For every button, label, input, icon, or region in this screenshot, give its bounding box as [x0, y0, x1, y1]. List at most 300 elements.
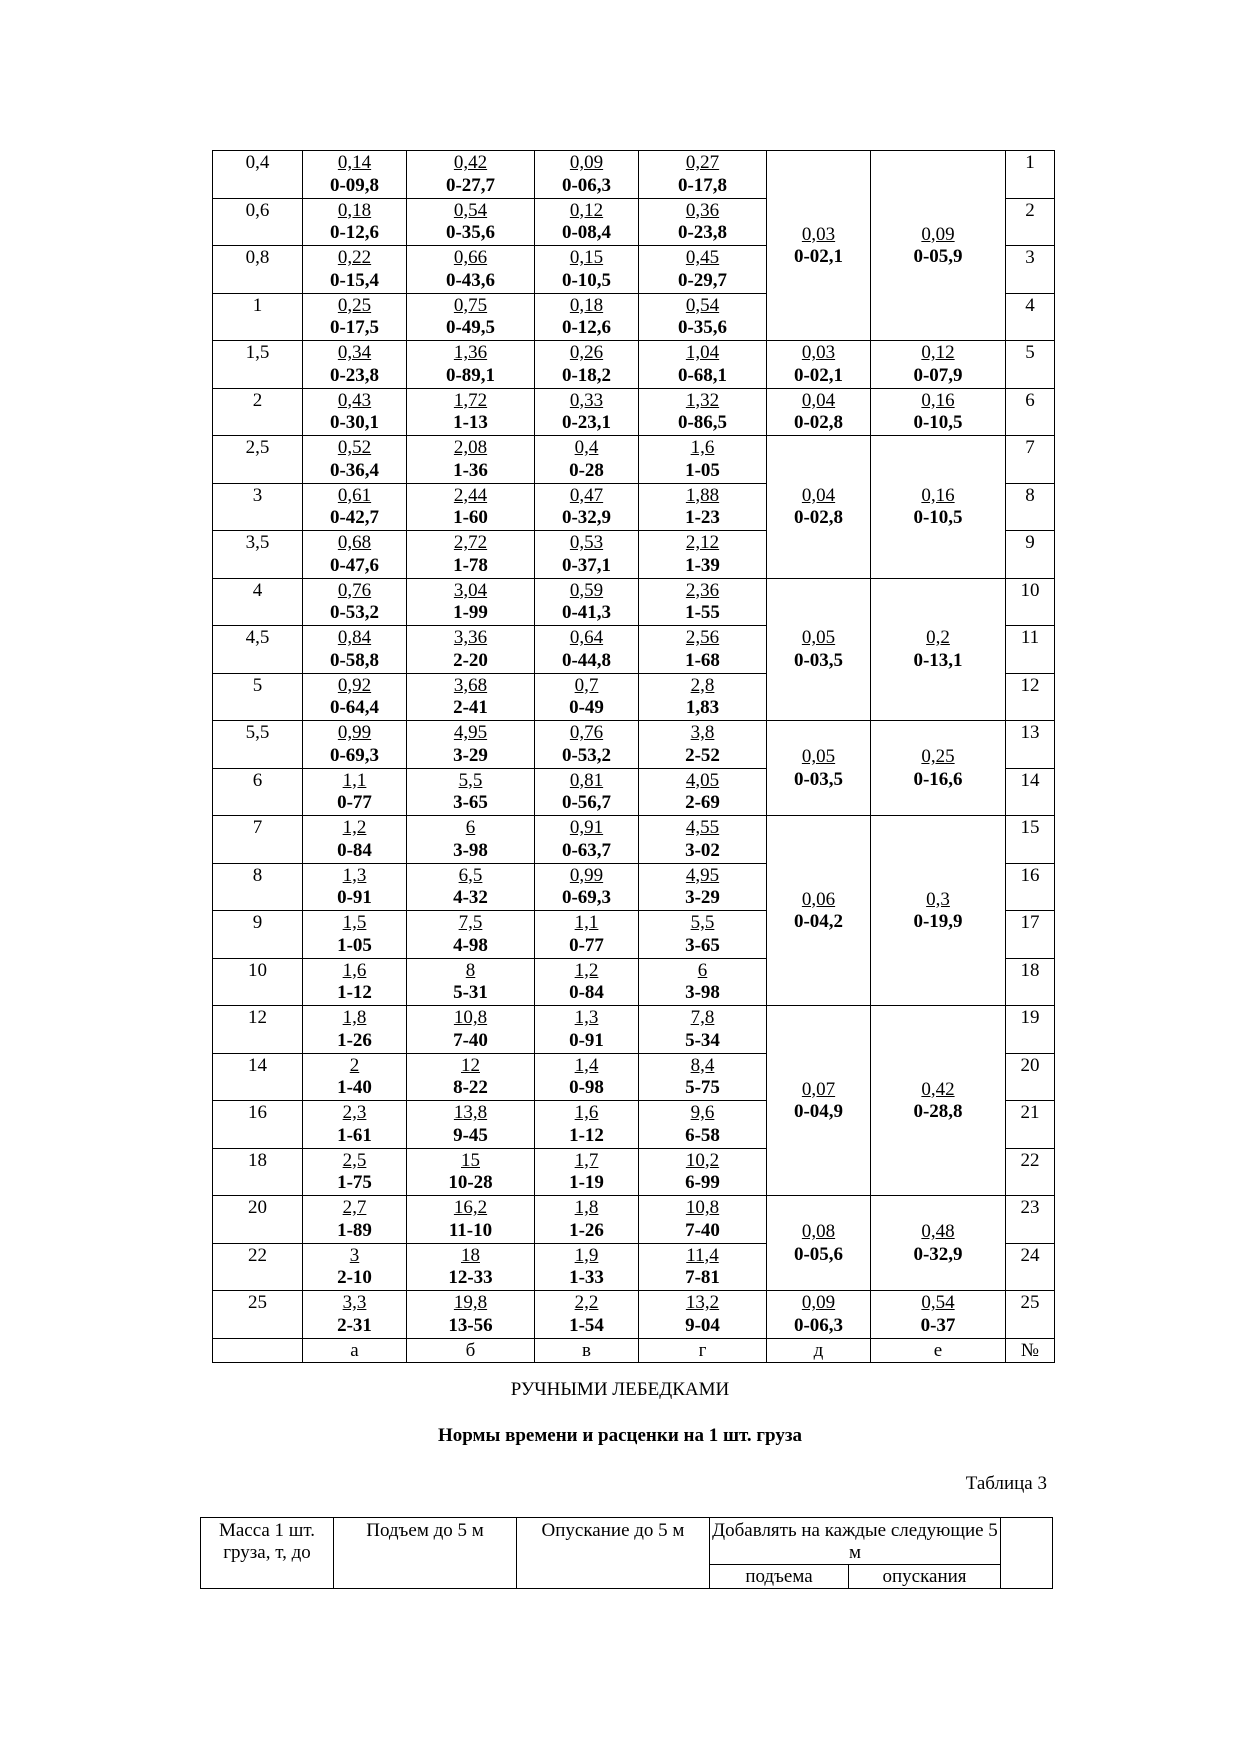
norm-time-value: 1,04	[685, 342, 720, 363]
rate-value: 2-41	[453, 697, 488, 718]
rate-value: 1-13	[453, 412, 488, 433]
norm-time-value: 0,09	[801, 1292, 836, 1314]
rate-value: 0-19,9	[913, 911, 963, 932]
cell-v	[535, 531, 639, 579]
mass-cell: 0,8	[213, 246, 303, 294]
rate-value: 0-77	[569, 934, 604, 956]
rate-value: 0-10,5	[913, 507, 963, 529]
col-letter-blank	[213, 1338, 303, 1362]
norm-time-value: 2,72	[453, 532, 488, 553]
norm-time-value: 0,84	[337, 627, 372, 648]
table-row	[213, 341, 1055, 389]
cell-e-group	[871, 721, 1006, 816]
norm-time-value: 4,55	[685, 817, 720, 838]
norm-time-value: 1,88	[685, 484, 720, 506]
rate-value: 0-16,6	[913, 768, 963, 790]
mass-cell: 6	[213, 768, 303, 816]
rate-value: 0-47,6	[329, 554, 380, 576]
norm-time-value: 0,75	[453, 294, 488, 316]
mass-cell: 22	[213, 1243, 303, 1291]
rate-value: 1-19	[569, 1172, 604, 1193]
norm-time-value: 2,2	[574, 1292, 599, 1313]
rate-value: 3-65	[685, 934, 720, 956]
rate-value: 3-98	[453, 839, 488, 861]
norm-time-value: 0,18	[337, 199, 372, 221]
mass-cell: 1,5	[213, 341, 303, 389]
norm-time-value: 0,2	[926, 627, 950, 649]
rate-value: 0-23,8	[677, 222, 728, 243]
col-letter-d: д	[767, 1338, 871, 1362]
rate-value: 4-32	[453, 887, 488, 908]
row-number-cell: 24	[1006, 1243, 1055, 1291]
norm-time-value: 1,6	[574, 1102, 599, 1123]
col-letter-v: в	[535, 1338, 639, 1362]
cell-a	[303, 721, 407, 769]
col-letter-b: б	[407, 1338, 535, 1362]
row-number-cell: 10	[1006, 578, 1055, 626]
norm-time-value: 0,47	[569, 484, 604, 506]
cell-a	[303, 246, 407, 294]
row-number-cell: 25	[1006, 1291, 1055, 1339]
rate-value: 0-37	[920, 1314, 956, 1336]
cell-v	[535, 673, 639, 721]
norm-time-value: 0,99	[569, 864, 604, 886]
rate-value: 1-60	[453, 507, 488, 528]
col-letter-a: а	[303, 1338, 407, 1362]
norm-time-value: 0,76	[337, 579, 372, 601]
rate-value: 0-06,3	[561, 174, 612, 196]
cell-v	[535, 436, 639, 484]
mass-cell: 18	[213, 1148, 303, 1196]
norm-time-value: 0,91	[569, 817, 604, 838]
norm-time-value: 12	[461, 1054, 480, 1076]
row-number-cell: 20	[1006, 1053, 1055, 1101]
rate-value: 0-02,8	[793, 507, 844, 529]
norm-time-value: 2,56	[685, 627, 720, 648]
mass-cell: 3,5	[213, 531, 303, 579]
rate-value: 0-89,1	[445, 364, 496, 386]
norm-time-value: 11,4	[686, 1244, 719, 1266]
mass-cell: 20	[213, 1196, 303, 1244]
norm-time-value: 3,68	[453, 674, 488, 696]
cell-g	[639, 911, 767, 959]
norm-time-value: 0,05	[801, 627, 836, 649]
mass-cell: 9	[213, 911, 303, 959]
rate-value: 0-35,6	[445, 222, 496, 243]
norm-time-value: 0,06	[801, 888, 836, 910]
norm-time-value: 9,6	[690, 1102, 715, 1123]
norm-time-value: 0,25	[337, 294, 372, 316]
cell-g	[639, 863, 767, 911]
rate-value: 1-33	[569, 1267, 604, 1288]
rate-value: 0-18,2	[561, 364, 612, 386]
mass-cell: 16	[213, 1101, 303, 1149]
row-number-cell: 1	[1006, 151, 1055, 199]
row-number-cell: 13	[1006, 721, 1055, 769]
cell-v	[535, 388, 639, 436]
mass-cell: 0,4	[213, 151, 303, 199]
norm-time-value: 0,54	[685, 294, 720, 316]
cell-g	[639, 1243, 767, 1291]
table-row	[213, 436, 1055, 484]
mass-cell: 25	[213, 1291, 303, 1339]
cell-b	[407, 1148, 535, 1196]
cell-g	[639, 1291, 767, 1339]
mass-cell: 7	[213, 816, 303, 864]
cell-d-group	[767, 341, 871, 389]
row-number-cell: 4	[1006, 293, 1055, 341]
cell-g	[639, 958, 767, 1006]
rate-value: 0-10,5	[561, 269, 612, 291]
cell-a	[303, 483, 407, 531]
rate-value: 0-53,2	[329, 602, 380, 623]
cell-v	[535, 1243, 639, 1291]
rate-value: 1-75	[337, 1172, 372, 1193]
cell-e-group	[871, 1291, 1006, 1339]
rate-value: 1-26	[569, 1219, 604, 1241]
norm-time-value: 2,8	[690, 674, 715, 696]
norm-time-value: 10,8	[453, 1007, 488, 1028]
rate-value: 0-84	[569, 982, 604, 1003]
norm-time-value: 0,18	[569, 294, 604, 316]
cell-b	[407, 863, 535, 911]
norm-time-value: 0,04	[801, 484, 836, 506]
rate-value: 12-33	[448, 1267, 493, 1288]
norm-time-value: 0,12	[569, 199, 604, 221]
cell-e-group	[871, 388, 1006, 436]
rate-value: 0-35,6	[677, 317, 728, 338]
rate-value: 0-69,3	[329, 744, 380, 766]
table-row	[213, 721, 1055, 769]
rate-value: 1,83	[685, 697, 720, 718]
row-number-cell: 12	[1006, 673, 1055, 721]
mass-cell: 2,5	[213, 436, 303, 484]
norm-time-value: 1,5	[342, 912, 367, 933]
cell-g	[639, 341, 767, 389]
norm-time-value: 0,66	[453, 247, 488, 268]
norm-time-value: 0,61	[337, 484, 372, 506]
cell-b	[407, 1196, 535, 1244]
rate-value: 0-86,5	[677, 412, 728, 433]
norm-time-value: 0,34	[337, 342, 372, 363]
cell-v	[535, 863, 639, 911]
rate-value: 4-98	[453, 934, 488, 956]
rate-value: 0-44,8	[561, 649, 612, 671]
cell-a	[303, 1196, 407, 1244]
norm-time-value: 8	[465, 959, 476, 981]
rate-value: 0-32,9	[561, 507, 612, 528]
section-heading: РУЧНЫМИ ЛЕБЕДКАМИ	[510, 1379, 730, 1400]
norm-time-value: 3,8	[690, 722, 715, 743]
norm-time-value: 0,33	[569, 389, 604, 411]
norm-time-value: 8,4	[690, 1054, 715, 1076]
cell-g	[639, 1148, 767, 1196]
norm-time-value: 2,36	[685, 579, 720, 601]
rate-value: 0-04,9	[793, 1101, 844, 1122]
cell-v	[535, 151, 639, 199]
cell-b	[407, 1006, 535, 1054]
cell-v	[535, 721, 639, 769]
norm-time-value: 2,7	[342, 1197, 367, 1218]
cell-v	[535, 578, 639, 626]
norm-time-value: 0,09	[921, 223, 955, 245]
norm-time-value: 0,59	[569, 579, 604, 601]
rate-value: 0-68,1	[677, 364, 728, 386]
rate-value: 0-91	[569, 1029, 604, 1051]
rate-value: 0-37,1	[561, 554, 612, 576]
norm-time-value: 0,27	[685, 152, 720, 173]
rate-value: 1-23	[685, 507, 720, 528]
row-number-cell: 15	[1006, 816, 1055, 864]
row-number-cell: 23	[1006, 1196, 1055, 1244]
cell-a	[303, 1101, 407, 1149]
row-number-cell: 17	[1006, 911, 1055, 959]
norm-time-value: 1,8	[342, 1007, 367, 1028]
rate-value: 0-98	[569, 1077, 604, 1098]
cell-b	[407, 958, 535, 1006]
norm-time-value: 2,3	[342, 1102, 367, 1123]
cell-v	[535, 1006, 639, 1054]
cell-g	[639, 246, 767, 294]
norm-time-value: 0,4	[574, 437, 599, 458]
norm-time-value: 1,4	[574, 1054, 599, 1076]
cell-a	[303, 1148, 407, 1196]
rate-value: 0-17,5	[329, 317, 380, 338]
norm-time-value: 6,5	[458, 864, 483, 886]
rate-value: 10-28	[448, 1172, 493, 1193]
cell-d-group	[767, 816, 871, 1006]
mass-cell: 8	[213, 863, 303, 911]
cell-g	[639, 626, 767, 674]
cell-v	[535, 1053, 639, 1101]
rate-value: 1-61	[337, 1124, 372, 1146]
row-number-cell: 2	[1006, 198, 1055, 246]
rate-value: 1-12	[569, 1124, 604, 1146]
row-number-cell: 5	[1006, 341, 1055, 389]
norm-time-value: 0,26	[569, 342, 604, 363]
cell-g	[639, 483, 767, 531]
header-mass: Масса 1 шт. груза, т, до	[201, 1518, 334, 1589]
cell-e-group	[871, 816, 1006, 1006]
norm-time-value: 1,9	[574, 1244, 599, 1266]
norm-time-value: 2,5	[342, 1149, 367, 1171]
rate-value: 11-10	[448, 1219, 493, 1241]
column-letters-row	[213, 1338, 1055, 1362]
rate-value: 0-41,3	[561, 602, 612, 623]
cell-v	[535, 293, 639, 341]
rate-value: 1-36	[453, 459, 488, 481]
rate-value: 0-63,7	[561, 839, 612, 861]
norm-time-value: 1,2	[574, 959, 599, 981]
norm-time-value: 0,54	[921, 1292, 955, 1314]
table-row	[213, 1006, 1055, 1054]
rate-value: 6-58	[685, 1124, 720, 1146]
cell-a	[303, 388, 407, 436]
row-number-cell: 19	[1006, 1006, 1055, 1054]
cell-a	[303, 436, 407, 484]
mass-cell: 4,5	[213, 626, 303, 674]
rate-value: 9-04	[685, 1314, 720, 1336]
table3-header	[200, 1517, 1053, 1589]
cell-b	[407, 531, 535, 579]
cell-b	[407, 1243, 535, 1291]
rate-value: 8-22	[453, 1077, 488, 1098]
rate-value: 0-29,7	[677, 269, 728, 291]
rate-value: 0-27,7	[445, 174, 496, 196]
norms-title: Нормы времени и расценки на 1 шт. груза	[437, 1425, 802, 1446]
cell-v	[535, 1291, 639, 1339]
rate-value: 0-28	[569, 459, 604, 481]
norm-time-value: 1,72	[453, 389, 488, 411]
norm-time-value: 6	[697, 959, 708, 981]
rate-value: 0-23,1	[561, 412, 612, 433]
cell-e-group	[871, 341, 1006, 389]
cell-v	[535, 246, 639, 294]
norm-time-value: 0,07	[801, 1078, 836, 1100]
norm-time-value: 0,05	[801, 746, 836, 767]
cell-v	[535, 1196, 639, 1244]
rate-value: 0-64,4	[329, 697, 380, 718]
norm-time-value: 0,48	[921, 1221, 955, 1242]
norms-table-body	[213, 151, 1055, 1339]
rate-value: 0-69,3	[561, 887, 612, 908]
cell-v	[535, 768, 639, 816]
norm-time-value: 2	[349, 1054, 360, 1076]
norm-time-value: 0,54	[453, 199, 488, 221]
norm-time-value: 0,22	[337, 247, 372, 268]
header-lower: Опускание до 5 м	[517, 1518, 710, 1589]
norm-time-value: 1,8	[574, 1197, 599, 1218]
cell-a	[303, 626, 407, 674]
cell-b	[407, 673, 535, 721]
cell-g	[639, 293, 767, 341]
norm-time-value: 4,95	[453, 722, 488, 743]
norm-time-value: 0,64	[569, 627, 604, 648]
cell-b	[407, 578, 535, 626]
rate-value: 0-36,4	[329, 459, 380, 481]
cell-d-group	[767, 151, 871, 341]
norm-time-value: 0,7	[574, 674, 599, 696]
norm-time-value: 1,1	[342, 769, 367, 791]
rate-value: 0-23,8	[329, 364, 380, 386]
cell-a	[303, 198, 407, 246]
norm-time-value: 3,04	[453, 579, 488, 601]
norm-time-value: 10,8	[685, 1197, 720, 1218]
cell-g	[639, 198, 767, 246]
cell-g	[639, 436, 767, 484]
norm-time-value: 1,3	[574, 1007, 599, 1028]
norm-time-value: 13,8	[453, 1102, 488, 1123]
cell-g	[639, 1101, 767, 1149]
row-number-cell: 9	[1006, 531, 1055, 579]
rate-value: 1-40	[337, 1077, 372, 1098]
cell-v	[535, 958, 639, 1006]
norm-time-value: 0,36	[685, 199, 720, 221]
cell-b	[407, 293, 535, 341]
norm-time-value: 1,6	[690, 437, 715, 458]
cell-e-group	[871, 1006, 1006, 1196]
rate-value: 0-12,6	[561, 317, 612, 338]
cell-v	[535, 816, 639, 864]
rate-value: 0-04,2	[793, 911, 844, 932]
norm-time-value: 5,5	[458, 769, 483, 791]
norm-time-value: 0,15	[569, 247, 604, 268]
norm-time-value: 0,03	[801, 342, 836, 364]
cell-b	[407, 151, 535, 199]
cell-d-group	[767, 1291, 871, 1339]
norm-time-value: 3	[349, 1244, 360, 1266]
cell-b	[407, 483, 535, 531]
rate-value: 0-43,6	[445, 269, 496, 291]
norm-time-value: 4,05	[685, 769, 720, 791]
rate-value: 0-84	[337, 839, 372, 861]
cell-d-group	[767, 436, 871, 579]
rate-value: 2-20	[453, 649, 488, 671]
row-number-cell: 8	[1006, 483, 1055, 531]
rate-value: 7-40	[685, 1219, 720, 1241]
table-row	[213, 151, 1055, 199]
norm-time-value: 3,36	[453, 627, 488, 648]
cell-a	[303, 293, 407, 341]
cell-b	[407, 1291, 535, 1339]
norm-time-value: 0,52	[337, 437, 372, 458]
row-number-cell: 16	[1006, 863, 1055, 911]
row-number-cell: 3	[1006, 246, 1055, 294]
rate-value: 1-12	[337, 982, 372, 1003]
rate-value: 0-58,8	[329, 649, 380, 671]
cell-a	[303, 958, 407, 1006]
norm-time-value: 0,09	[569, 152, 604, 173]
rate-value: 0-03,5	[793, 649, 844, 671]
norm-time-value: 0,99	[337, 722, 372, 743]
cell-d-group	[767, 721, 871, 816]
cell-a	[303, 151, 407, 199]
cell-b	[407, 436, 535, 484]
cell-g	[639, 673, 767, 721]
rate-value: 0-10,5	[913, 412, 963, 434]
cell-a	[303, 768, 407, 816]
table-row	[213, 578, 1055, 626]
norm-time-value: 5,5	[690, 912, 715, 933]
cell-b	[407, 816, 535, 864]
rate-value: 7-40	[453, 1029, 488, 1051]
rate-value: 6-99	[685, 1172, 720, 1193]
cell-e-group	[871, 1196, 1006, 1291]
norm-time-value: 0,68	[337, 532, 372, 553]
cell-g	[639, 578, 767, 626]
rate-value: 7-81	[685, 1267, 720, 1288]
rate-value: 2-52	[685, 744, 720, 766]
rate-value: 1-78	[453, 554, 488, 576]
header-add-each: Добавлять на каждые следующие 5 м	[710, 1518, 1001, 1565]
norm-time-value: 1,36	[453, 342, 488, 363]
rate-value: 13-56	[448, 1314, 493, 1336]
rate-value: 5-34	[685, 1029, 720, 1051]
norm-time-value: 0,43	[337, 389, 372, 411]
norm-time-value: 0,04	[801, 389, 836, 411]
cell-b	[407, 911, 535, 959]
mass-cell: 5,5	[213, 721, 303, 769]
rate-value: 0-15,4	[329, 269, 380, 291]
norm-time-value: 16,2	[453, 1197, 488, 1218]
rate-value: 0-77	[337, 792, 372, 813]
rate-value: 0-49,5	[445, 317, 496, 338]
mass-cell: 12	[213, 1006, 303, 1054]
rate-value: 0-02,1	[793, 246, 844, 267]
rate-value: 0-08,4	[561, 222, 612, 243]
rate-value: 0-06,3	[793, 1314, 844, 1336]
cell-a	[303, 863, 407, 911]
